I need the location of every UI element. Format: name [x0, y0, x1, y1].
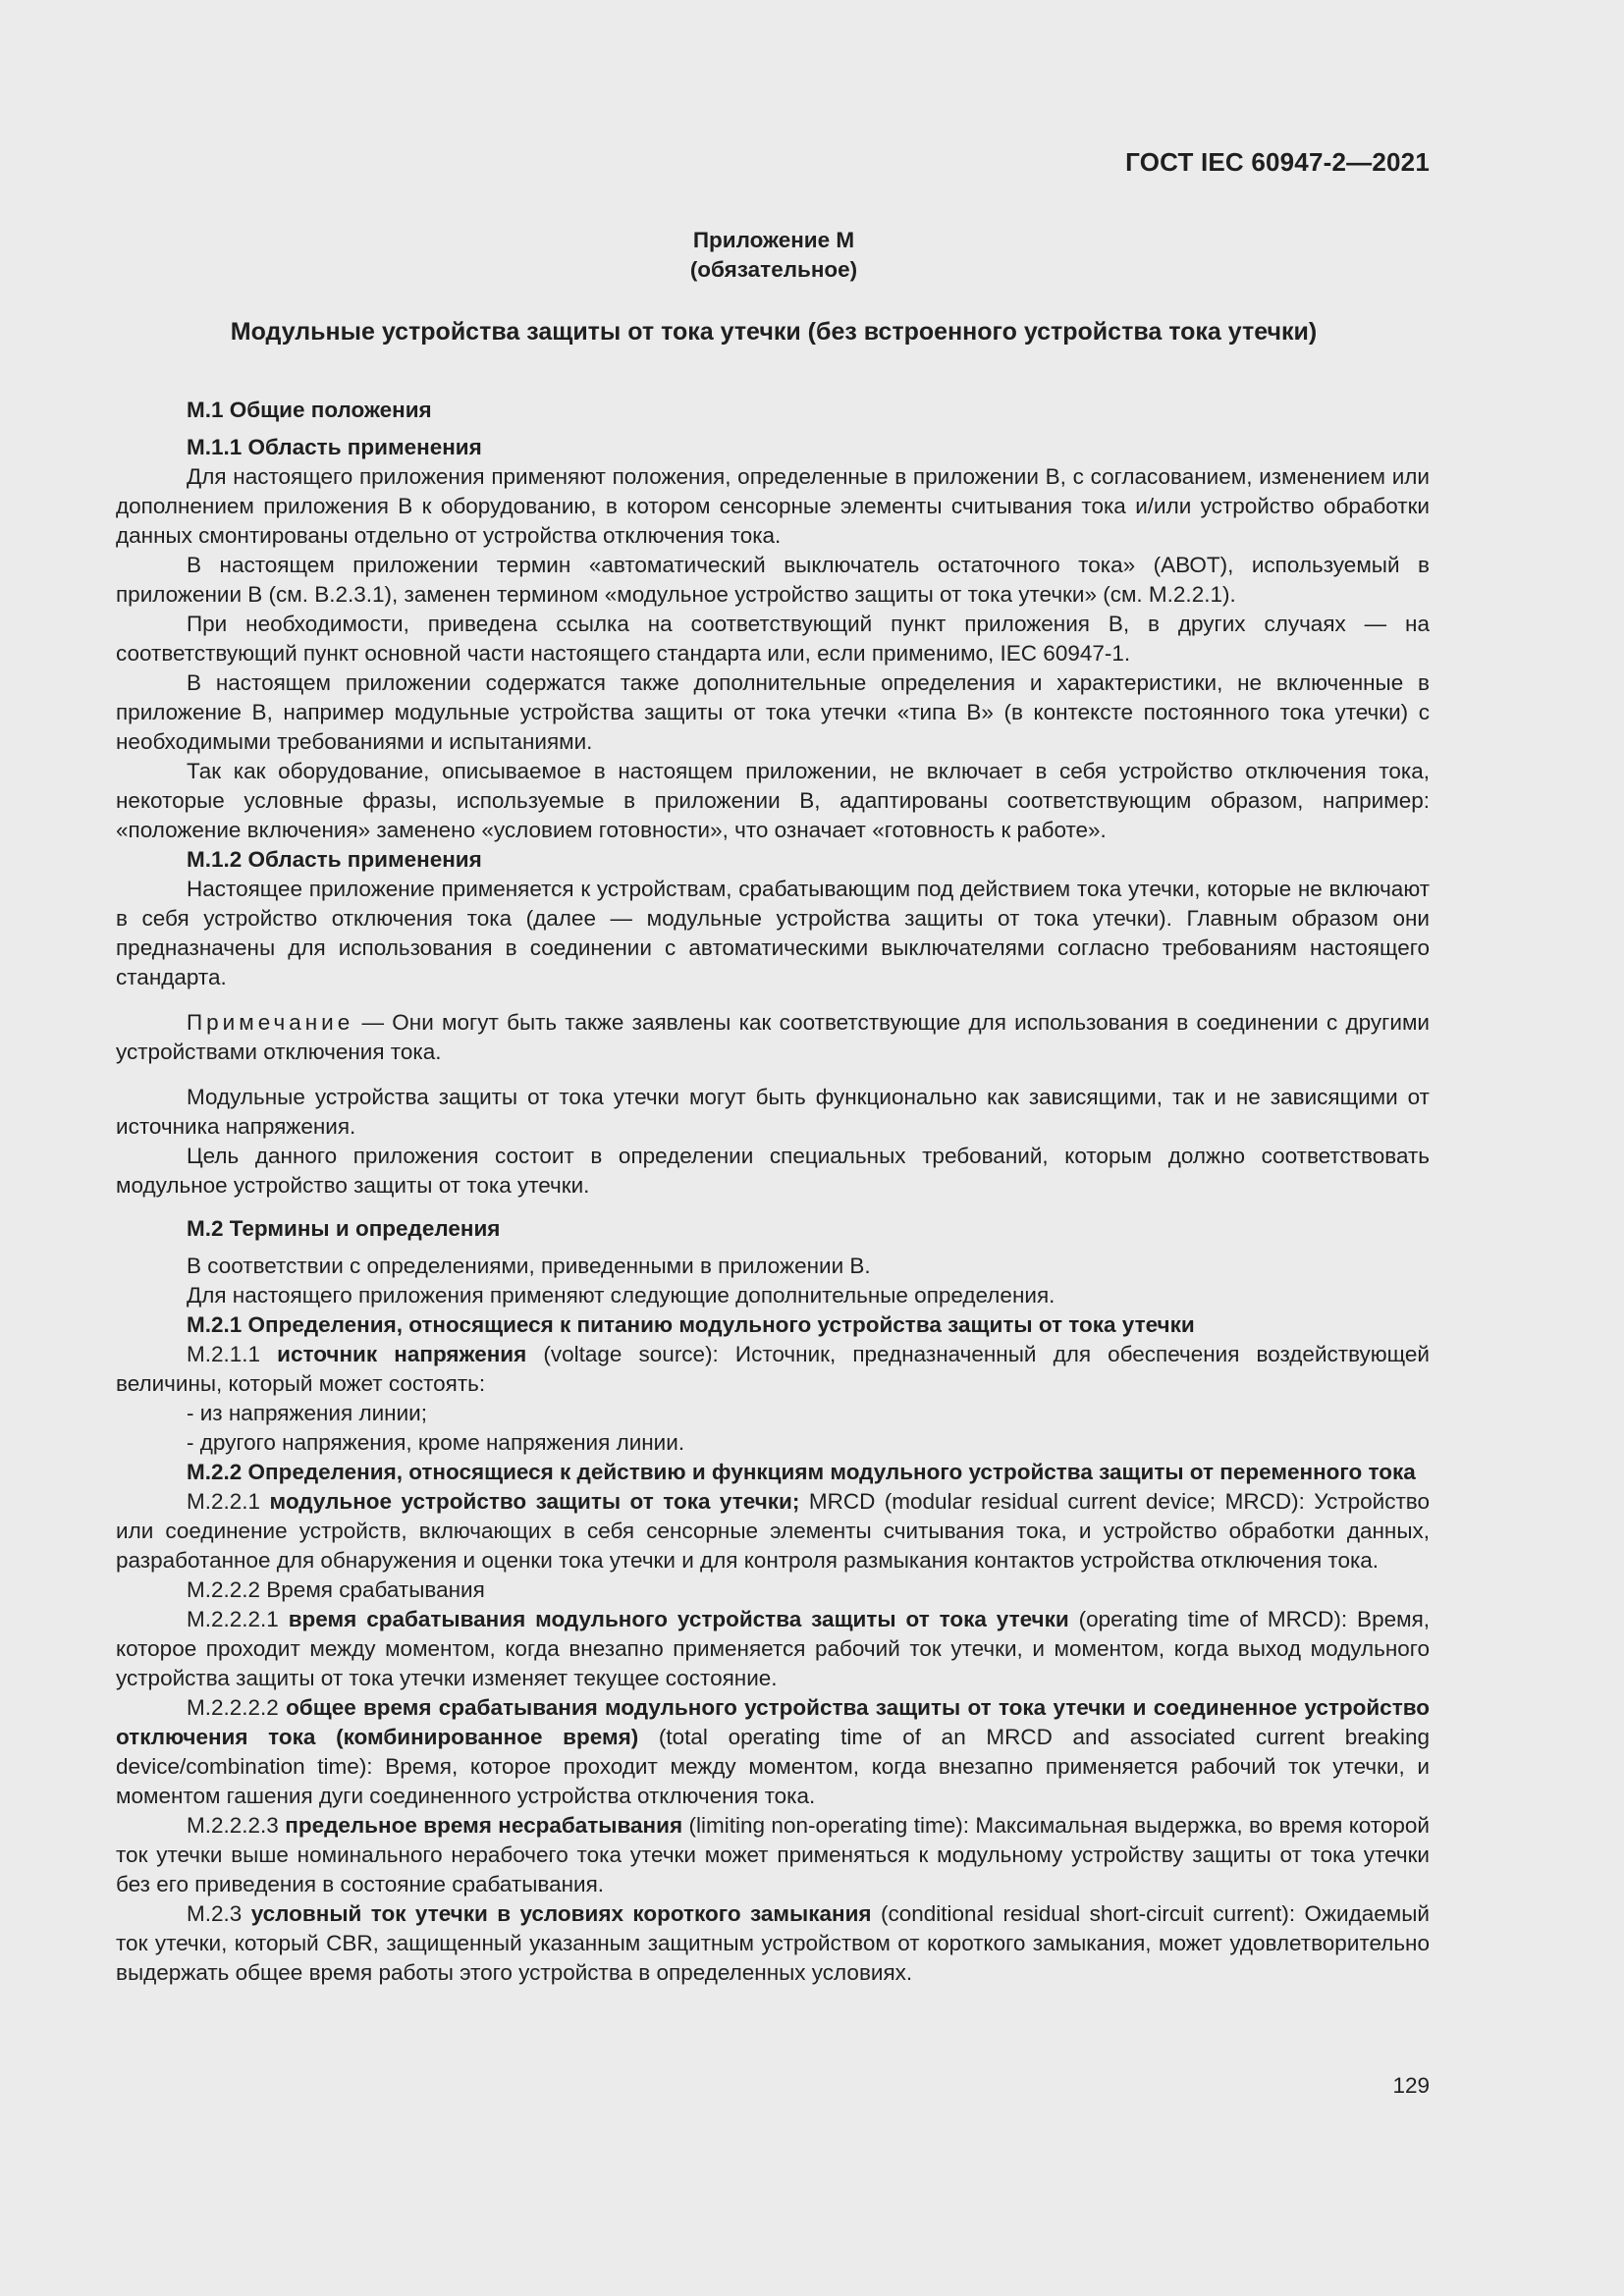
note-text: — Они могут быть также заявлены как соответствующие для использования в соединении с другими устройствами отключения тока.	[116, 1010, 1430, 1064]
subsection-heading-m1-1: М.1.1 Область применения	[187, 435, 482, 459]
definition	[116, 1605, 1430, 1693]
definition-number: М.2.2.2.3	[187, 1813, 286, 1838]
definition-term: условный ток утечки в условиях короткого замыкания	[250, 1901, 872, 1926]
paragraph: Цель данного приложения состоит в определении специальных требований, которым должно соответствовать модульное устройство защиты от тока утечки.	[116, 1144, 1430, 1198]
paragraph: Так как оборудование, описываемое в настоящем приложении, не включает в себя устройство отключения тока, некоторые условные фразы, используемые в приложении В, адаптированы соответствующим образом, например: «положение включения» заменено «условием готовности», что означает «готовность к работе».	[116, 759, 1430, 842]
paragraph: Настоящее приложение применяется к устройствам, срабатывающим под действием тока утечки, которые не включают в себя устройство отключения тока (далее — модульные устройства защиты от тока утечки). Главным образом они предназначены для использования в соединении с автоматическими выключателями согласно требованиям настоящего стандарта.	[116, 877, 1430, 989]
section-heading-m1: М.1 Общие положения	[187, 398, 432, 422]
subsection-heading-m2-1: М.2.1 Определения, относящиеся к питанию модульного устройства защиты от тока утечки	[187, 1312, 1195, 1337]
paragraph: Для настоящего приложения применяют следующие дополнительные определения.	[187, 1283, 1056, 1308]
subsection-heading-m2-2: М.2.2 Определения, относящиеся к действию и функциям модульного устройства защиты от переменного тока	[187, 1460, 1416, 1484]
section-heading-m2: М.2 Термины и определения	[187, 1216, 501, 1241]
document-body	[116, 396, 1430, 1988]
definition-text: MRCD (modular residual current device; MRCD): Устройство или соединение устройств, включающих в себя сенсорные элементы считывания тока, и устройство обработки данных, разработанное для обнаружения и оценки тока утечки и для контроля размыкания контактов устройства отключения тока.	[116, 1489, 1430, 1573]
definition	[116, 1899, 1430, 1988]
definition-term: модульное устройство защиты от тока утечки;	[269, 1489, 800, 1514]
note	[116, 1008, 1430, 1067]
paragraph: В настоящем приложении термин «автоматический выключатель остаточного тока» (АВОТ), используемый в приложении В (см. В.2.3.1), заменен термином «модульное устройство защиты от тока утечки» (см. М.2.2.1).	[116, 553, 1430, 607]
definition-term: общее время срабатывания модульного устройства защиты от тока утечки и соединенное устройство отключения тока (комбинированное время)	[116, 1695, 1430, 1749]
appendix-label: Приложение М	[692, 228, 855, 252]
definition-number: М.2.2.2.2	[187, 1695, 287, 1720]
definition	[116, 1693, 1430, 1811]
definition-number: М.2.2.1	[187, 1489, 270, 1514]
definition-text: (limiting non-operating time): Максимальная выдержка, во время которой ток утечки выше номинального нерабочего тока утечки может применяться к модульному устройству защиты от тока утечки без его приведения в состояние срабатывания.	[116, 1813, 1430, 1896]
page-number: 129	[1392, 2073, 1430, 2098]
definition-number: М.2.3	[187, 1901, 251, 1926]
definition	[116, 1487, 1430, 1575]
definition-term: время срабатывания модульного устройства защиты от тока утечки	[288, 1607, 1069, 1631]
appendix-heading	[0, 226, 1547, 285]
definition-term: источник напряжения	[277, 1342, 527, 1366]
subsection-heading-m2-2-2: М.2.2.2 Время срабатывания	[187, 1577, 485, 1602]
standard-code-header: ГОСТ IEC 60947-2—2021	[1125, 147, 1430, 177]
definition-number: М.2.2.2.1	[187, 1607, 289, 1631]
definition-term: предельное время несрабатывания	[285, 1813, 683, 1838]
paragraph: В настоящем приложении содержатся также дополнительные определения и характеристики, не включенные в приложение В, например модульные устройства защиты от тока утечки «типа В» (в контексте постоянного тока утечки) с необходимыми требованиями и испытаниями.	[116, 670, 1430, 754]
paragraph: При необходимости, приведена ссылка на соответствующий пункт приложения В, в других случаях — на соответствующий пункт основной части настоящего стандарта или, если применимо, IEC 60947-1.	[116, 612, 1430, 666]
definition	[116, 1340, 1430, 1399]
paragraph: Модульные устройства защиты от тока утечки могут быть функционально как зависящими, так и не зависящими от источника напряжения.	[116, 1085, 1430, 1139]
appendix-title: Модульные устройства защиты от тока утечки (без встроенного устройства тока утечки)	[230, 318, 1318, 346]
appendix-status: (обязательное)	[689, 257, 858, 282]
paragraph: В соответствии с определениями, приведенными в приложении В.	[187, 1254, 871, 1278]
definition	[116, 1811, 1430, 1899]
definition-text: (conditional residual short-circuit current): Ожидаемый ток утечки, который CBR, защищенный указанным защитным устройством от короткого замыкания, может удовлетворительно выдержать общее время работы этого устройства в определенных условиях.	[116, 1901, 1430, 1985]
subsection-heading-m1-2: М.1.2 Область применения	[187, 847, 482, 872]
list-item: - другого напряжения, кроме напряжения линии.	[187, 1430, 685, 1455]
list-item: - из напряжения линии;	[187, 1401, 427, 1425]
definition-text: (operating time of MRCD): Время, которое проходит между моментом, когда внезапно применяется рабочий ток утечки, и моментом, когда выход модульного устройства защиты от тока утечки изменяет текущее состояние.	[116, 1607, 1430, 1690]
definition-text: (total operating time of an MRCD and associated current breaking device/combination time): Время, которое проходит между моментом, когда внезапно применяется рабочий ток утечки, и моментом гашения дуги соединенного устройства отключения тока.	[116, 1725, 1430, 1808]
paragraph: Для настоящего приложения применяют положения, определенные в приложении В, с согласованием, изменением или дополнением приложения В к оборудованию, в котором сенсорные элементы считывания тока и/или устройство обработки данных смонтированы отдельно от устройства отключения тока.	[116, 464, 1430, 548]
definition-number: М.2.1.1	[187, 1342, 278, 1366]
note-label: Примечание	[187, 1010, 354, 1035]
definition-text: (voltage source): Источник, предназначенный для обеспечения воздействующей величины, который может состоять:	[116, 1342, 1430, 1396]
